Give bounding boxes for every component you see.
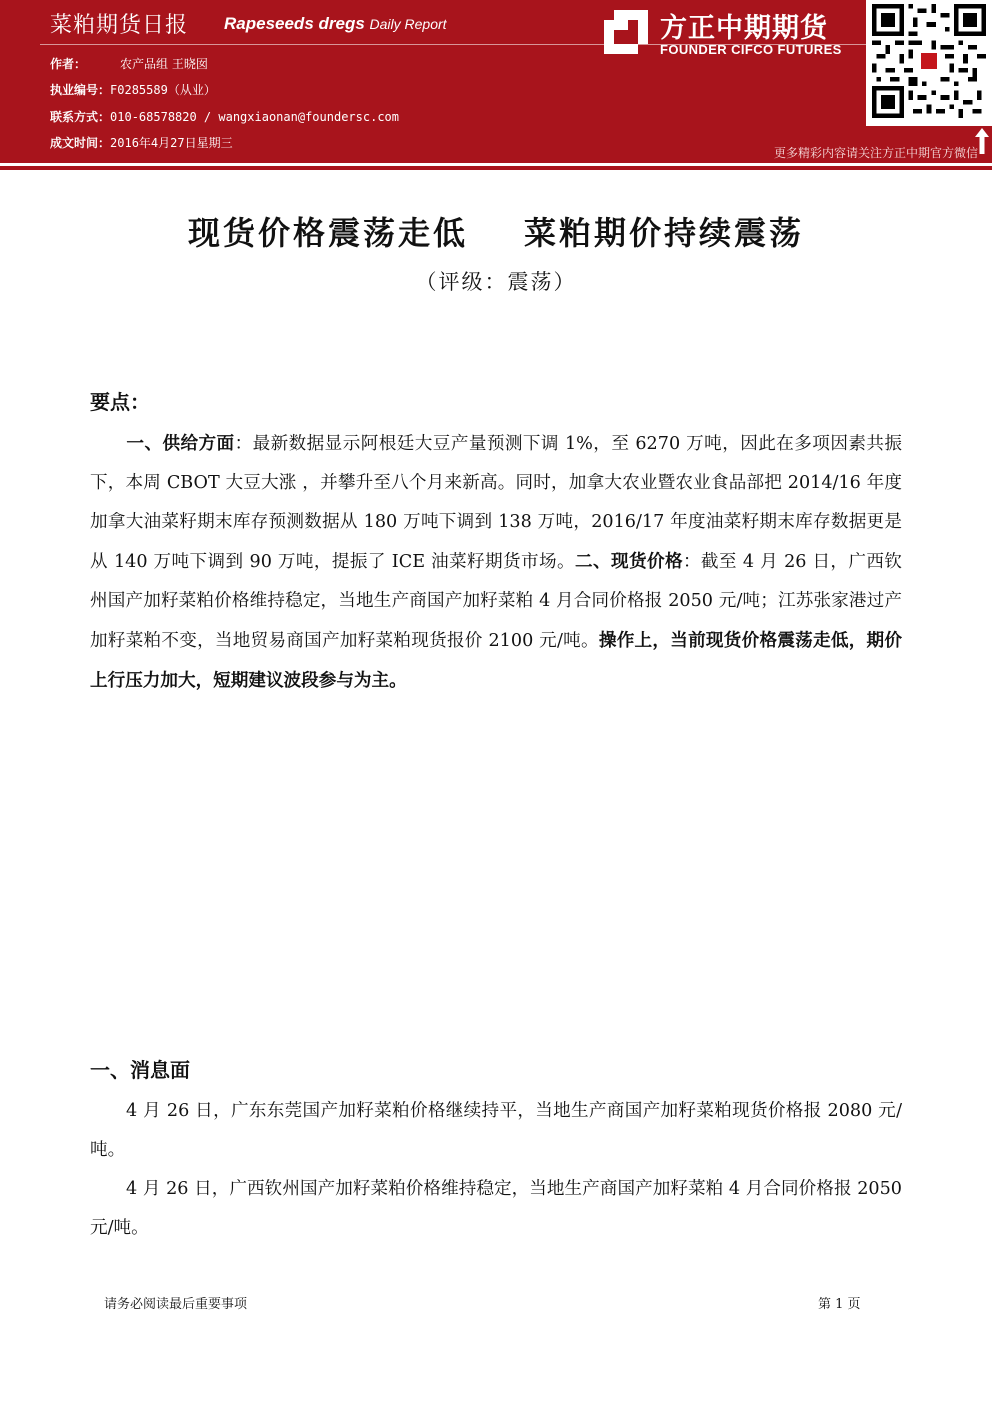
news-paragraph-2 xyxy=(90,1170,902,1248)
report-series-title-en xyxy=(224,14,447,34)
logo-text-en: FOUNDER CIFCO FUTURES xyxy=(660,42,842,57)
report-header xyxy=(0,0,992,163)
header-bottom-rule xyxy=(0,166,992,170)
keypoints-paragraph xyxy=(90,424,902,701)
license-line xyxy=(50,81,216,98)
logo-text-cn: 方正中期期货 xyxy=(660,13,828,43)
keypoints-heading: 要点： xyxy=(90,390,150,414)
license-value: F0285589（从业） xyxy=(110,83,216,97)
supply-label: 一、供给方面 xyxy=(126,433,235,454)
operation-advice: 操作上，当前现货价格震荡走低，期价上行压力加大，短期建议波段参与为主。 xyxy=(90,630,902,691)
report-rating: （评级：震荡） xyxy=(415,270,577,294)
qr-code-icon xyxy=(872,4,986,118)
spot-text: ：截至 4 月 26 日，广西钦州国产加籽菜粕价格维持稳定，当地生产商国产加籽菜粕 4 月合同价格报 2050 元/吨；江苏张家港过产加籽菜粕不变，当地贸易商国产加籽菜粕现货报价 2100 元/吨。 xyxy=(90,552,902,651)
report-title xyxy=(0,208,992,254)
contact-line xyxy=(50,108,399,125)
report-title-part1: 现货价格震荡走低 xyxy=(187,214,468,252)
title-en-main: Rapeseeds dregs xyxy=(224,14,365,33)
news-paragraph-1 xyxy=(90,1092,902,1170)
report-series-title: 菜粕期货日报 xyxy=(50,12,189,37)
contact-label: 联系方式： xyxy=(50,110,111,124)
company-logo xyxy=(604,4,860,60)
logo-mark-icon xyxy=(604,10,648,54)
date-line xyxy=(50,134,233,151)
report-title-part2: 菜粕期价持续震荡 xyxy=(524,214,805,252)
footer-notice: 请务必阅读最后重要事项 xyxy=(104,1297,248,1312)
news-text-1: 4 月 26 日，广东东莞国产加籽菜粕价格继续持平，当地生产商国产加籽菜粕现货价格报 2080 元/吨。 xyxy=(90,1101,902,1160)
supply-text: ：最新数据显示阿根廷大豆产量预测下调 1%，至 6270 万吨，因此在多项因素共振下，本周 CBOT 大豆大涨 ，并攀升至八个月来新高。同时，加拿大农业暨农业食品部把 2014/16 年度加拿大油菜籽期末库存预测数据从 180 万吨下调到 138 万吨，2016/17 年度油菜籽期末库存数据更是从 140 万吨下调到 90 万吨，提振了 ICE 油菜籽期货市场。 xyxy=(90,434,902,572)
author-label: 作者： xyxy=(50,57,87,71)
contact-value: 010-68578820 / wangxiaonan@foundersc.com xyxy=(110,110,399,124)
wechat-qr-code xyxy=(866,0,992,126)
author-line xyxy=(50,55,208,72)
license-label: 执业编号： xyxy=(50,83,111,97)
news-text-2: 4 月 26 日，广西钦州国产加籽菜粕价格维持稳定，当地生产商国产加籽菜粕 4 月合同价格报 2050 元/吨。 xyxy=(90,1179,902,1238)
author-value: 农产品组 王晓囡 xyxy=(120,57,208,71)
spot-label: 二、现货价格 xyxy=(574,551,683,572)
news-heading: 一、消息面 xyxy=(90,1058,190,1082)
page-number: 第 1 页 xyxy=(818,1297,861,1312)
date-label: 成文时间： xyxy=(50,136,111,150)
date-value: 2016年4月27日星期三 xyxy=(110,136,233,150)
follow-wechat-text: 更多精彩内容请关注方正中期官方微信 xyxy=(773,146,978,160)
title-en-small: Daily Report xyxy=(369,16,447,32)
